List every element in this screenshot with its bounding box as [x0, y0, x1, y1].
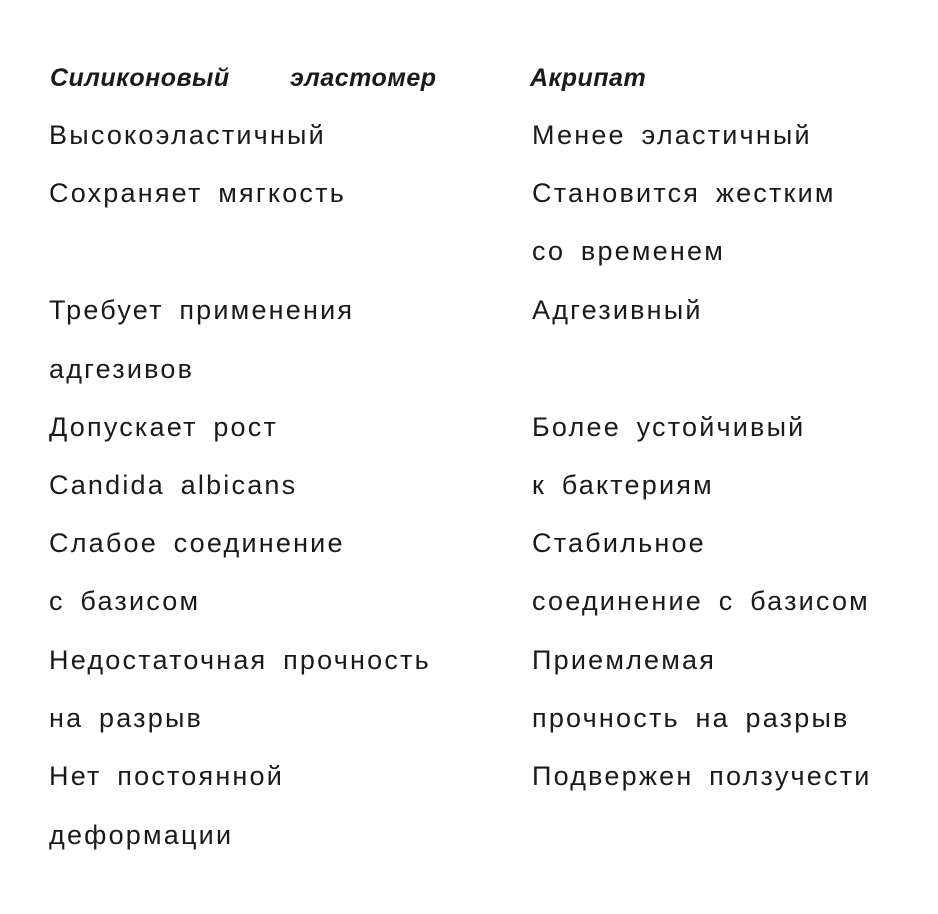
- left-line: Допускает рост: [49, 412, 279, 442]
- left-line: Недостаточная прочность: [49, 645, 431, 675]
- left-line: адгезивов: [49, 354, 195, 384]
- right-line: Адгезивный: [532, 295, 703, 325]
- left-line: Высокоэластичный: [49, 120, 326, 150]
- right-line: Становится жестким: [532, 178, 836, 208]
- header-right: Акрипат: [530, 64, 647, 92]
- left-line: Нет постоянной: [49, 761, 285, 791]
- left-line: деформации: [49, 820, 234, 850]
- left-line: с базисом: [49, 586, 201, 616]
- right-line: Приемлемая: [532, 645, 717, 675]
- right-line: Менее эластичный: [532, 120, 812, 150]
- header-left-word2: эластомер: [290, 64, 437, 92]
- left-line: Сохраняет мягкость: [49, 178, 346, 208]
- right-line: Более устойчивый: [532, 412, 806, 442]
- right-line: Стабильное: [532, 528, 706, 558]
- right-line: Подвержен ползучести: [532, 761, 872, 791]
- left-line: Требует применения: [49, 295, 355, 325]
- left-line: Candida albicans: [49, 470, 298, 500]
- left-line: на разрыв: [49, 703, 204, 733]
- right-line: соединение с базисом: [532, 586, 870, 616]
- left-line: Слабое соединение: [49, 528, 345, 558]
- right-line: к бактериям: [532, 470, 714, 500]
- header-left-word1: Силиконовый: [50, 64, 230, 92]
- right-line: прочность на разрыв: [532, 703, 850, 733]
- right-line: со временем: [532, 236, 725, 266]
